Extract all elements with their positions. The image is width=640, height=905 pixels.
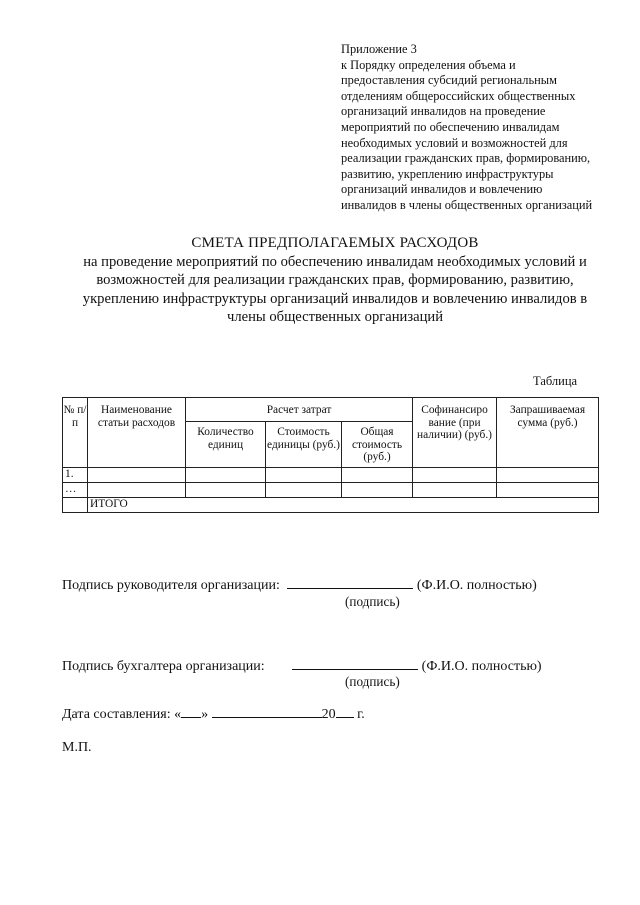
appendix-line: инвалидов в члены общественных организаций: [341, 197, 593, 212]
appendix-line: необходимых условий и возможностей для: [341, 135, 568, 150]
head-signature-line: [62, 574, 537, 594]
head-fio-label: (Ф.И.О. полностью): [416, 578, 537, 593]
row-cell: [88, 483, 186, 498]
row-cell: [342, 468, 413, 483]
total-row: [63, 498, 599, 513]
title-line: на проведение мероприятий по обеспечению инвалидам необходимых условий и: [83, 253, 587, 270]
stamp-place: М.П.: [62, 740, 92, 755]
date-year-prefix: 20: [321, 707, 336, 722]
accountant-signature-hint: (подпись): [345, 674, 400, 689]
accountant-signature-line: [62, 655, 542, 675]
accountant-fio-label: (Ф.И.О. полностью): [421, 659, 542, 674]
accountant-signature-field[interactable]: [292, 655, 418, 670]
appendix-line: реализации гражданских прав, формированию,: [341, 151, 591, 166]
appendix-line: отделениям общероссийских общественных: [341, 88, 576, 103]
row-cell: [266, 483, 342, 498]
row-cell: [88, 468, 186, 483]
header-requested: Запрашиваемая сумма (руб.): [497, 398, 599, 468]
head-signature-label: Подпись руководителя организации:: [62, 578, 280, 593]
row-num: 1.: [63, 468, 88, 483]
date-month-field[interactable]: [212, 703, 322, 718]
row-cell: [186, 468, 266, 483]
date-quote-close: »: [201, 707, 209, 722]
head-signature-hint: (подпись): [345, 594, 400, 609]
date-label: Дата составления: «: [62, 707, 182, 722]
row-num: …: [63, 483, 88, 498]
head-signature-field[interactable]: [287, 574, 413, 589]
appendix-note: [341, 42, 611, 214]
row-cell: [413, 468, 497, 483]
header-name: Наименование статьи расходов: [88, 398, 186, 468]
row-cell: [63, 498, 88, 513]
table-caption: Таблица: [533, 374, 578, 388]
appendix-line: развитию, укреплению инфраструктуры: [341, 166, 554, 181]
title-line: возможностей для реализации гражданских прав, формированию, развитию,: [96, 272, 574, 289]
header-row: [63, 398, 599, 422]
date-line: [62, 703, 365, 723]
table-row: [63, 483, 599, 498]
row-cell: [497, 483, 599, 498]
total-label: ИТОГО: [88, 498, 599, 513]
table-row: [63, 468, 599, 483]
header-calc: Расчет затрат: [186, 398, 413, 422]
row-cell: [497, 468, 599, 483]
appendix-line: организаций инвалидов и вовлечению: [341, 182, 543, 197]
appendix-line: Приложение 3: [341, 42, 417, 56]
appendix-line: организаций инвалидов на проведение: [341, 104, 546, 119]
header-num: № п/п: [63, 398, 88, 468]
title-line: члены общественных организаций: [226, 309, 444, 326]
header-cofin: Софинансиро вание (при наличии) (руб.): [413, 398, 497, 468]
date-day-field[interactable]: [181, 703, 201, 718]
date-year-field[interactable]: [336, 703, 354, 718]
row-cell: [186, 483, 266, 498]
budget-table: [62, 397, 599, 513]
appendix-line: предоставления субсидий региональным: [341, 73, 557, 88]
header-unit-cost: Стоимость единицы (руб.): [266, 422, 342, 468]
date-year-suffix: г.: [357, 707, 365, 722]
appendix-line: мероприятий по обеспечению инвалидам: [341, 119, 560, 134]
title-main: СМЕТА ПРЕДПОЛАГАЕМЫХ РАСХОДОВ: [191, 235, 479, 251]
header-qty: Количество единиц: [186, 422, 266, 468]
row-cell: [342, 483, 413, 498]
header-total-cost: Общая стоимость (руб.): [342, 422, 413, 468]
row-cell: [413, 483, 497, 498]
title-line: укреплению инфраструктуры организаций инвалидов и вовлечению инвалидов в: [82, 290, 588, 307]
row-cell: [266, 468, 342, 483]
appendix-line: к Порядку определения объема и: [341, 57, 516, 72]
accountant-signature-label: Подпись бухгалтера организации:: [62, 659, 265, 674]
document-title: [40, 234, 630, 327]
